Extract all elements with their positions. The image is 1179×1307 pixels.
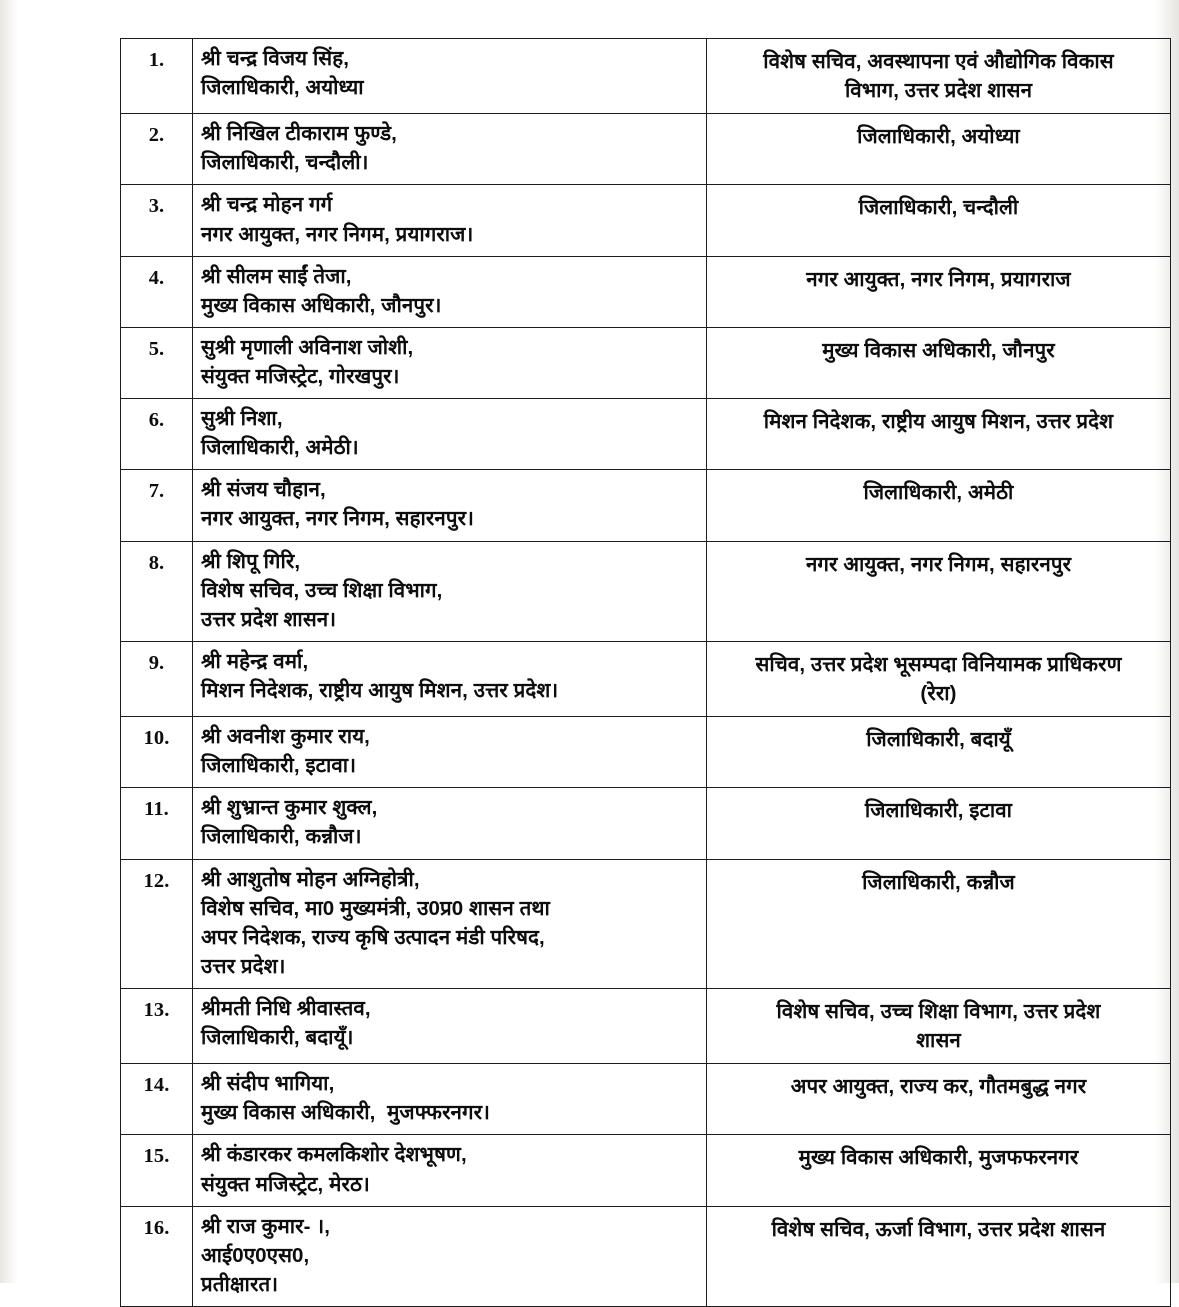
table-row: [121, 788, 1171, 859]
serial-number-cell: 2.: [121, 114, 193, 185]
posting-line: मुख्य विकास अधिकारी, मुजफफरनगर: [798, 1146, 1079, 1170]
officer-line: श्री शिपू गिरि,: [201, 549, 301, 573]
new-posting-cell: [707, 1206, 1171, 1306]
page-left-edge-shading: [0, 0, 18, 1283]
officer-line: श्री आशुतोष मोहन अग्निहोत्री,: [201, 867, 420, 891]
new-posting-cell: [707, 541, 1171, 641]
officer-line: श्रीमती निधि श्रीवास्तव,: [201, 996, 371, 1020]
serial-number-cell: 1.: [121, 39, 193, 114]
new-posting-cell: [707, 470, 1171, 541]
officer-line: मुख्य विकास अधिकारी, मुजफ्फरनगर।: [201, 1101, 491, 1125]
officer-line: विशेष सचिव, उच्च शिक्षा विभाग,: [201, 578, 443, 602]
table-row: [121, 641, 1171, 716]
officer-line: नगर आयुक्त, नगर निगम, सहारनपुर।: [201, 507, 474, 531]
officer-line: मुख्य विकास अधिकारी, जौनपुर।: [201, 293, 442, 317]
officer-line: श्री संदीप भागिया,: [201, 1072, 335, 1096]
posting-line: जिलाधिकारी, अयोध्या: [857, 125, 1020, 149]
officer-name-and-current-posting-cell: [193, 788, 707, 859]
new-posting-cell: [707, 327, 1171, 398]
posting-line: (रेरा): [920, 681, 957, 705]
officer-line: श्री शुभ्रान्त कुमार शुक्ल,: [201, 796, 378, 820]
serial-number-cell: 9.: [121, 641, 193, 716]
officer-name-and-current-posting-cell: [193, 399, 707, 470]
posting-line: मुख्य विकास अधिकारी, जौनपुर: [822, 338, 1055, 362]
officer-line: श्री सीलम साईं तेजा,: [201, 264, 352, 288]
table-row: [121, 1206, 1171, 1306]
new-posting-cell: [707, 988, 1171, 1063]
new-posting-cell: [707, 256, 1171, 327]
table-row: [121, 399, 1171, 470]
officer-name-and-current-posting-cell: [193, 256, 707, 327]
officer-line: प्रतीक्षारत।: [201, 1272, 279, 1296]
table-row: [121, 114, 1171, 185]
officer-line: जिलाधिकारी, चन्दौली।: [201, 151, 369, 175]
officer-name-and-current-posting-cell: [193, 541, 707, 641]
table-row: [121, 541, 1171, 641]
new-posting-cell: [707, 1064, 1171, 1135]
officer-line: श्री संजय चौहान,: [201, 478, 326, 502]
officer-name-and-current-posting-cell: [193, 988, 707, 1063]
officer-name-and-current-posting-cell: [193, 1135, 707, 1206]
officer-line: विशेष सचिव, मा0 मुख्यमंत्री, उ0प्र0 शासन तथा: [201, 896, 550, 920]
posting-line: विशेष सचिव, ऊर्जा विभाग, उत्तर प्रदेश शासन: [771, 1217, 1106, 1241]
officer-line: श्री चन्द्र मोहन गर्ग: [201, 193, 333, 217]
officer-name-and-current-posting-cell: [193, 1206, 707, 1306]
serial-number-cell: 15.: [121, 1135, 193, 1206]
posting-line: नगर आयुक्त, नगर निगम, सहारनपुर: [805, 552, 1072, 576]
officer-name-and-current-posting-cell: [193, 327, 707, 398]
officer-line: श्री निखिल टीकाराम फुण्डे,: [201, 122, 397, 146]
new-posting-cell: [707, 859, 1171, 988]
table-body: [121, 39, 1171, 1307]
table-row: [121, 39, 1171, 114]
officer-name-and-current-posting-cell: [193, 39, 707, 114]
new-posting-cell: [707, 641, 1171, 716]
serial-number-cell: 5.: [121, 327, 193, 398]
table-row: [121, 717, 1171, 788]
table-row: [121, 327, 1171, 398]
posting-line: जिलाधिकारी, इटावा: [864, 799, 1013, 823]
posting-line: विभाग, उत्तर प्रदेश शासन: [844, 79, 1033, 103]
new-posting-cell: [707, 399, 1171, 470]
posting-line: शासन: [916, 1029, 961, 1053]
serial-number-cell: 8.: [121, 541, 193, 641]
officer-line: अपर निदेशक, राज्य कृषि उत्पादन मंडी परिषद,: [201, 925, 545, 949]
new-posting-cell: [707, 788, 1171, 859]
table-row: [121, 859, 1171, 988]
posting-line: जिलाधिकारी, कन्नौज: [862, 870, 1015, 894]
serial-number-cell: 13.: [121, 988, 193, 1063]
officer-line: नगर आयुक्त, नगर निगम, प्रयागराज।: [201, 222, 474, 246]
officer-line: आई0ए0एस0,: [201, 1243, 310, 1267]
serial-number-cell: 14.: [121, 1064, 193, 1135]
new-posting-cell: [707, 1135, 1171, 1206]
serial-number-cell: 16.: [121, 1206, 193, 1306]
serial-number-cell: 12.: [121, 859, 193, 988]
serial-number-cell: 3.: [121, 185, 193, 256]
new-posting-cell: [707, 114, 1171, 185]
serial-number-cell: 11.: [121, 788, 193, 859]
table-row: [121, 988, 1171, 1063]
posting-line: जिलाधिकारी, अमेठी: [863, 481, 1014, 505]
posting-line: विशेष सचिव, अवस्थापना एवं औद्योगिक विकास: [763, 50, 1114, 73]
new-posting-cell: [707, 39, 1171, 114]
officer-line: उत्तर प्रदेश।: [201, 954, 286, 978]
officer-line: मिशन निदेशक, राष्ट्रीय आयुष मिशन, उत्तर प्रदेश।: [201, 678, 559, 702]
table-row: [121, 256, 1171, 327]
officer-line: श्री कंडारकर कमलकिशोर देशभूषण,: [201, 1143, 467, 1167]
serial-number-cell: 6.: [121, 399, 193, 470]
officer-name-and-current-posting-cell: [193, 114, 707, 185]
table-row: [121, 470, 1171, 541]
officer-line: श्री चन्द्र विजय सिंह,: [201, 47, 350, 70]
officer-line: जिलाधिकारी, इटावा।: [201, 754, 357, 778]
officer-line: जिलाधिकारी, कन्नौज।: [201, 825, 362, 849]
officer-transfer-table: [120, 38, 1171, 1307]
posting-line: मिशन निदेशक, राष्ट्रीय आयुष मिशन, उत्तर प्रदेश: [763, 410, 1114, 434]
new-posting-cell: [707, 717, 1171, 788]
officer-line: सुश्री मृणाली अविनाश जोशी,: [201, 335, 414, 359]
officer-line: जिलाधिकारी, अमेठी।: [201, 436, 359, 460]
officer-line: जिलाधिकारी, अयोध्या: [201, 76, 364, 100]
officer-line: जिलाधिकारी, बदायूँ।: [201, 1026, 354, 1050]
officer-line: संयुक्त मजिस्ट्रेट, मेरठ।: [201, 1172, 370, 1196]
table-row: [121, 185, 1171, 256]
officer-name-and-current-posting-cell: [193, 1064, 707, 1135]
posting-line: विशेष सचिव, उच्च शिक्षा विभाग, उत्तर प्रदेश: [776, 999, 1101, 1023]
officer-name-and-current-posting-cell: [193, 470, 707, 541]
serial-number-cell: 7.: [121, 470, 193, 541]
table-row: [121, 1135, 1171, 1206]
officer-line: उत्तर प्रदेश शासन।: [201, 607, 337, 631]
table-row: [121, 1064, 1171, 1135]
officer-name-and-current-posting-cell: [193, 185, 707, 256]
officer-name-and-current-posting-cell: [193, 641, 707, 716]
serial-number-cell: 10.: [121, 717, 193, 788]
officer-line: सुश्री निशा,: [201, 407, 283, 431]
posting-line: अपर आयुक्त, राज्य कर, गौतमबुद्ध नगर: [790, 1075, 1087, 1099]
officer-line: श्री महेन्द्र वर्मा,: [201, 649, 309, 673]
new-posting-cell: [707, 185, 1171, 256]
officer-name-and-current-posting-cell: [193, 717, 707, 788]
posting-line: सचिव, उत्तर प्रदेश भूसम्पदा विनियामक प्राधिकरण: [755, 652, 1122, 676]
officer-line: श्री अवनीश कुमार राय,: [201, 725, 370, 749]
officer-line: श्री राज कुमार- ।,: [201, 1214, 331, 1238]
posting-line: जिलाधिकारी, चन्दौली: [858, 196, 1019, 220]
serial-number-cell: 4.: [121, 256, 193, 327]
posting-line: नगर आयुक्त, नगर निगम, प्रयागराज: [806, 267, 1071, 291]
officer-line: संयुक्त मजिस्ट्रेट, गोरखपुर।: [201, 364, 400, 388]
officer-name-and-current-posting-cell: [193, 859, 707, 988]
posting-line: जिलाधिकारी, बदायूँ: [866, 728, 1011, 752]
